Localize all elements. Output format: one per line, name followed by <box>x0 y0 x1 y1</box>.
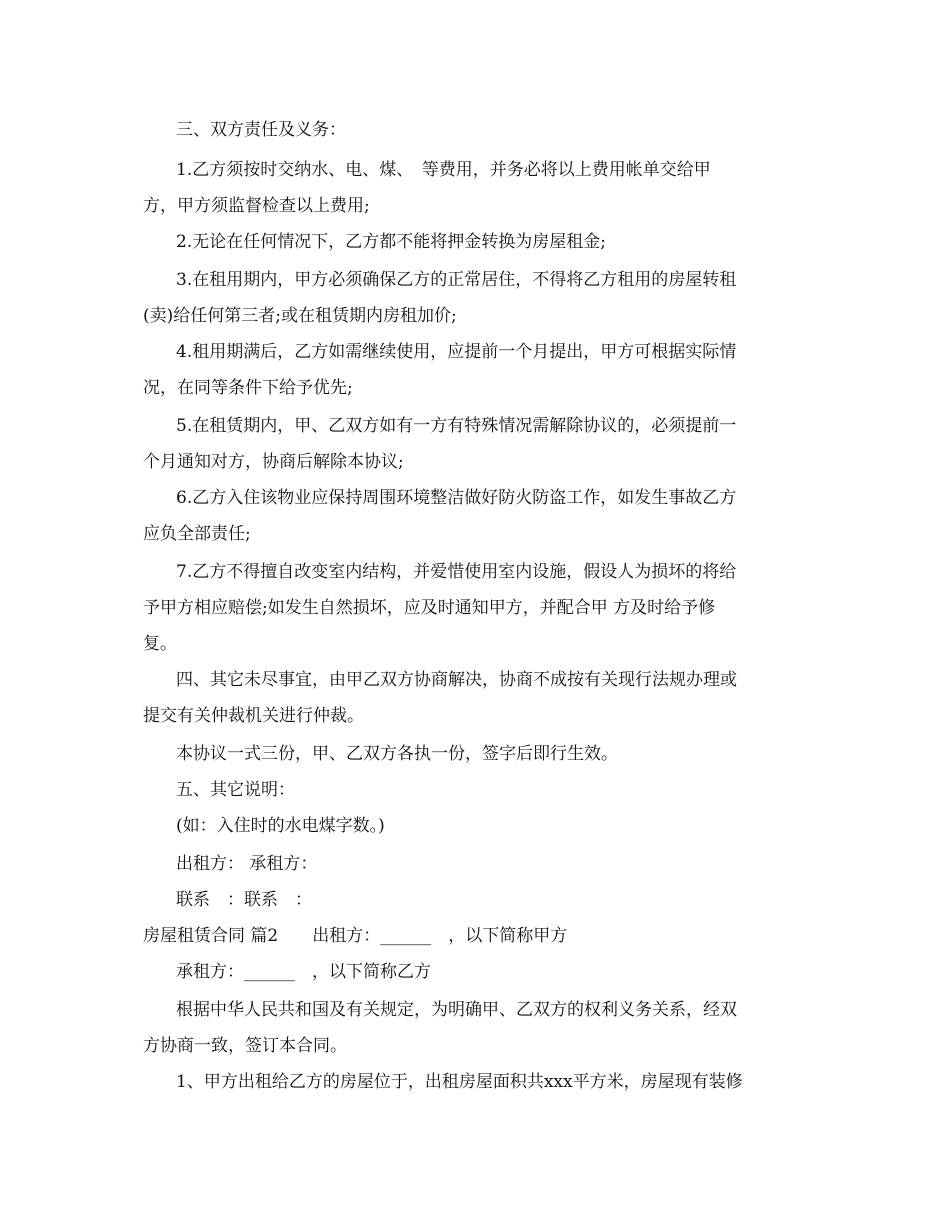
clause-4-line-1: 4.租用期满后，乙方如需继续使用，应提前一个月提出，甲方可根据实际情 <box>176 342 737 362</box>
clause-3-line-2: (卖)给任何第三者;或在租赁期内房租加价; <box>143 306 457 326</box>
clause-7-line-3: 复。 <box>143 634 177 654</box>
section-5-note: (如：入住时的水电煤字数。) <box>176 816 385 836</box>
preamble-line-2: 方协商一致，签订本合同。 <box>143 1036 347 1056</box>
clause-4-line-2: 况，在同等条件下给予优先; <box>143 378 353 398</box>
contract-2-heading: 房屋租赁合同 篇2 出租方：______ ，以下简称甲方 <box>143 926 568 946</box>
clause-6-line-2: 应负全部责任; <box>143 524 251 544</box>
section-4-line-2: 提交有关仲裁机关进行仲裁。 <box>143 706 364 726</box>
copies-statement: 本协议一式三份，甲、乙双方各执一份，签字后即行生效。 <box>176 744 618 764</box>
clause-3-line-1: 3.在租用期内，甲方必须确保乙方的正常居住，不得将乙方租用的房屋转租 <box>176 270 737 290</box>
clause-7-line-2: 予甲方相应赔偿;如发生自然损坏，应及时通知甲方，并配合甲 方及时给予修 <box>143 598 716 618</box>
clause-1-line-1: 1.乙方须按时交纳水、电、煤、 等费用，并务必将以上费用帐单交给甲 <box>176 160 711 180</box>
clause-5-line-2: 个月通知对方，协商后解除本协议; <box>143 452 404 472</box>
clause-2: 2.无论在任何情况下，乙方都不能将押金转换为房屋租金; <box>176 232 606 252</box>
lessee-line: 承租方：______ ，以下简称乙方 <box>176 962 431 982</box>
preamble-line-1: 根据中华人民共和国及有关规定，为明确甲、乙双方的权利义务关系，经双 <box>176 1000 737 1020</box>
clause-7-line-1: 7.乙方不得擅自改变室内结构，并爱惜使用室内设施，假设人为损坏的将给 <box>176 562 737 582</box>
section-4-line-1: 四、其它未尽事宜，由甲乙双方协商解决，协商不成按有关现行法规办理或 <box>176 670 737 690</box>
clause-5-line-1: 5.在租赁期内，甲、乙双方如有一方有特殊情况需解除协议的，必须提前一 <box>176 416 737 436</box>
section-3-heading: 三、双方责任及义务： <box>176 120 346 140</box>
clause-6-line-1: 6.乙方入住该物业应保持周围环境整洁做好防火防盗工作，如发生事故乙方 <box>176 488 737 508</box>
signatory-labels: 出租方： 承租方： <box>176 854 318 874</box>
article-1-line-1: 1、甲方出租给乙方的房屋位于，出租房屋面积共xxx平方米，房屋现有装修 <box>176 1072 743 1092</box>
section-5-heading: 五、其它说明： <box>176 780 295 800</box>
contact-labels: 联系 ：联系 ： <box>176 890 312 910</box>
clause-1-line-2: 方，甲方须监督检查以上费用; <box>143 196 370 216</box>
